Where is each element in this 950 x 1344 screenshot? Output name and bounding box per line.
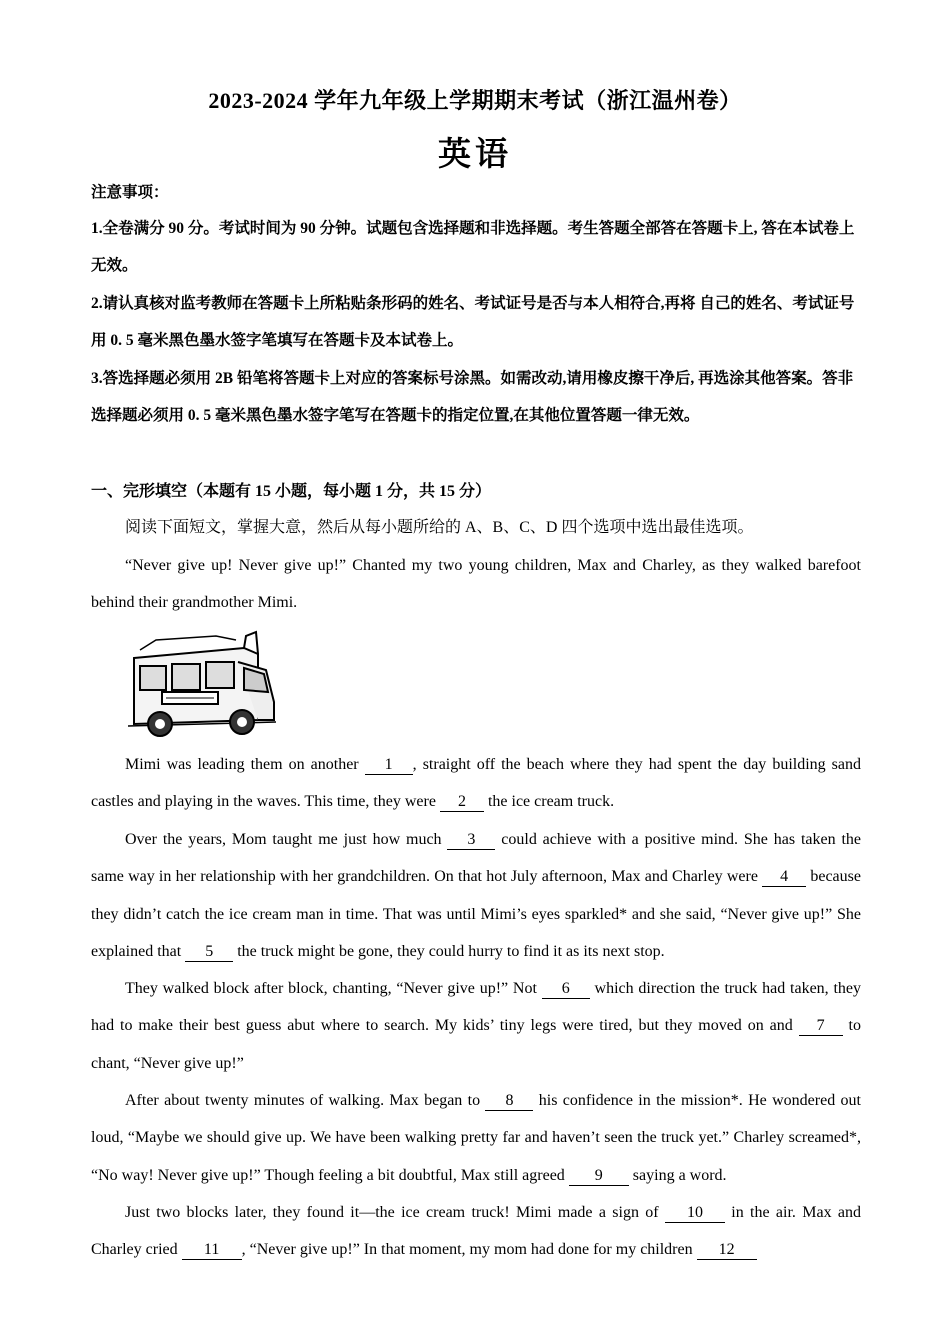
exam-title: 2023-2024 学年九年级上学期期末考试（浙江温州卷） — [208, 88, 742, 113]
blank-10[interactable]: 10 — [665, 1204, 725, 1223]
blank-4[interactable]: 4 — [762, 868, 806, 887]
notice-item-2: 2.请认真核对监考教师在答题卡上所粘贴条形码的姓名、考试证号是否与本人相符合,再将 自己的姓名、考试证号用 0. 5 毫米黑色墨水签字笔填写在答题卡及本试卷上。 — [91, 295, 855, 349]
blank-12[interactable]: 12 — [697, 1241, 757, 1260]
section-instruction: 阅读下面短文，掌握大意，然后从每小题所给的 A、B、C、D 四个选项中选出最佳选项。 — [125, 519, 754, 536]
passage-paragraph-2: Mimi was leading them on another 1 , straight off the beach where they had spent the day building sand castles and playing in the waves. This time, they were 2 the ice cream truck. — [91, 756, 862, 811]
truck-icon — [128, 632, 276, 726]
blank-11[interactable]: 11 — [182, 1241, 242, 1260]
passage-paragraph-5: After about twenty minutes of walking. Max began to 8 his confidence in the mission*. He wondered out loud, “Maybe we should give up. We have been walking pretty far and haven’t seen the truck yet.” Charley screamed*, “No way! Never give up!” Though feeling a bit doubtful, Max still agreed 9 saying a word. — [91, 1092, 861, 1184]
blank-8[interactable]: 8 — [485, 1092, 533, 1111]
ice-cream-truck-image — [126, 630, 278, 742]
blank-2[interactable]: 2 — [440, 793, 484, 812]
passage-paragraph-3: Over the years, Mom taught me just how much 3 could achieve with a positive mind. She has taken the same way in her relationship with her grandchildren. On that hot July afternoon, Max and Charley were 4 because they didn’t catch the ice cream man in time. That was until Mimi’s eyes sparkled* and she said, “Never give up!” She explained that 5 the truck might be gone, they could hurry to find it as its next stop. — [91, 831, 861, 961]
notice-heading: 注意事项： — [91, 184, 169, 201]
passage-paragraph-4: They walked block after block, chanting, “Never give up!” Not 6 which direction the truck had taken, they had to make their best guess abut where to search. My kids’ tiny legs were tired, but they moved on and 7 to chant, “Never give up!” — [91, 980, 862, 1072]
blank-3[interactable]: 3 — [447, 831, 495, 850]
notice-item-1: 1.全卷满分 90 分。考试时间为 90 分钟。试题包含选择题和非选择题。考生答题全部答在答题卡上, 答在本试卷上无效。 — [91, 220, 855, 274]
blank-6[interactable]: 6 — [542, 980, 590, 999]
notice-item-3: 3.答选择题必须用 2B 铅笔将答题卡上对应的答案标号涂黑。如需改动,请用橡皮擦干净后, 再选涂其他答案。答非选择题必须用 0. 5 毫米黑色墨水签字笔写在答题卡的指定位置,在其他位置答题一律无效。 — [91, 370, 854, 424]
passage-paragraph-1: “Never give up! Never give up!” Chanted my two young children, Max and Charley, as they walked barefoot behind their grandmother Mimi. — [91, 557, 861, 612]
subject-title: 英语 — [438, 137, 512, 173]
blank-9[interactable]: 9 — [569, 1167, 629, 1186]
blank-7[interactable]: 7 — [799, 1017, 843, 1036]
section-title: 一、完形填空（本题有 15 小题，每小题 1 分，共 15 分） — [91, 483, 492, 500]
blank-5[interactable]: 5 — [185, 943, 233, 962]
passage-paragraph-6: Just two blocks later, they found it—the ice cream truck! Mimi made a sign of 10 in the air. Max and Charley cried 11 , “Never give up!” In that moment, my mom had done for my children 12 — [91, 1204, 861, 1259]
blank-1[interactable]: 1 — [365, 756, 413, 775]
